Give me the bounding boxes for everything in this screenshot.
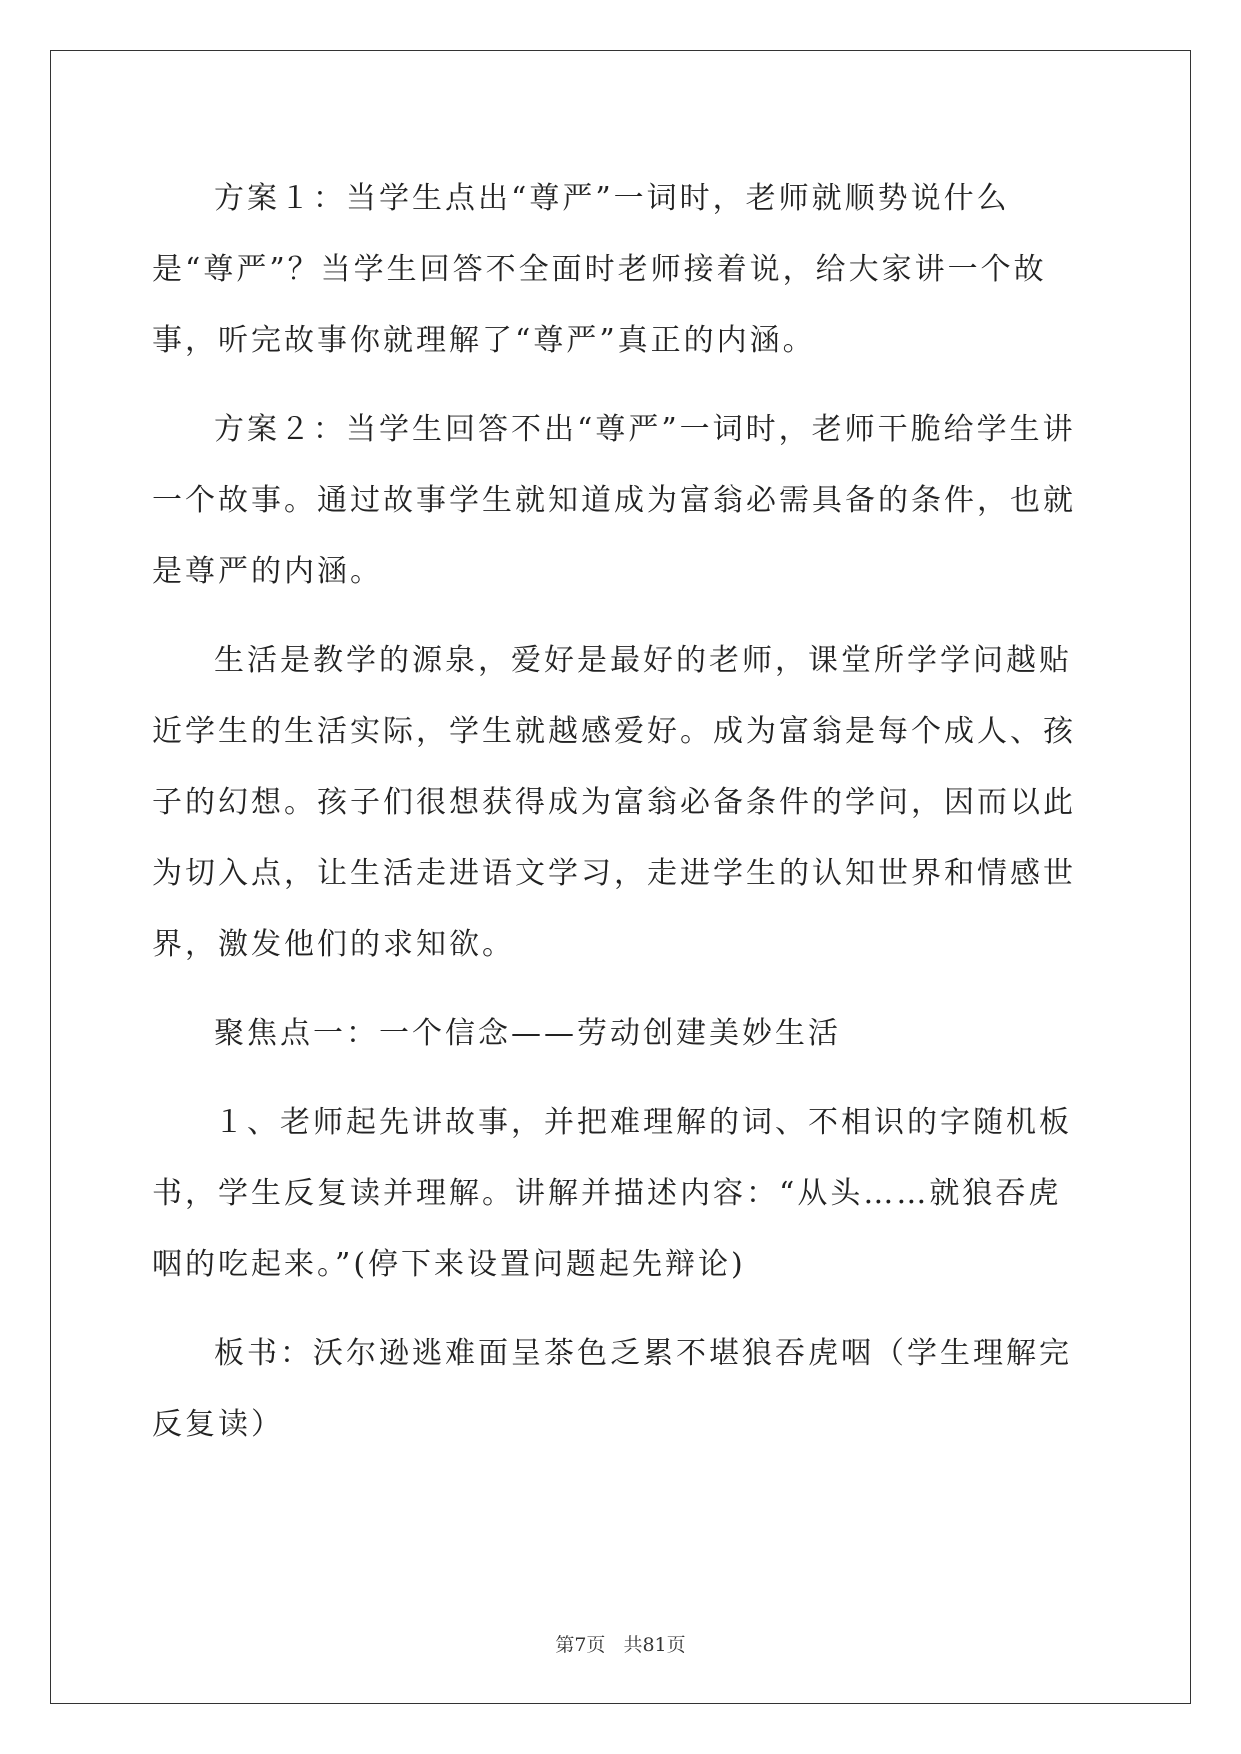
paragraph-plan-1: 方案１：当学生点出“尊严”一词时，老师就顺势说什么是“尊严”？当学生回答不全面时老师接着说，给大家讲一个故事，听完故事你就理解了“尊严”真正的内涵。 (152, 181, 1047, 358)
paragraph-plan-2: 方案２：当学生回答不出“尊严”一词时，老师干脆给学生讲一个故事。通过故事学生就知道成为富翁必需具备的条件，也就是尊严的内涵。 (152, 412, 1076, 589)
document-body (152, 163, 1092, 1478)
page-footer (0, 1630, 1241, 1657)
page-total: 共81页 (623, 1634, 686, 1656)
paragraph-focus-point-heading: 聚焦点一：一个信念——劳动创建美妙生活 (214, 1016, 841, 1051)
paragraph-step-1: １、老师起先讲故事，并把难理解的词、不相识的字随机板书，学生反复读并理解。讲解并描述内容：“从头……就狼吞虎咽的吃起来。”(停下来设置问题起先辩论) (152, 1105, 1072, 1282)
paragraph-blackboard: 板书：沃尔逊逃难面呈茶色乏累不堪狼吞虎咽（学生理解完反复读） (152, 1336, 1072, 1442)
page-number: 第7页 (555, 1634, 606, 1656)
paragraph-life-teaching: 生活是教学的源泉，爱好是最好的老师，课堂所学学问越贴近学生的生活实际，学生就越感爱好。成为富翁是每个成人、孩子的幻想。孩子们很想获得成为富翁必备条件的学问，因而以此为切入点，让生活走进语文学习，走进学生的认知世界和情感世界，激发他们的求知欲。 (152, 643, 1076, 962)
